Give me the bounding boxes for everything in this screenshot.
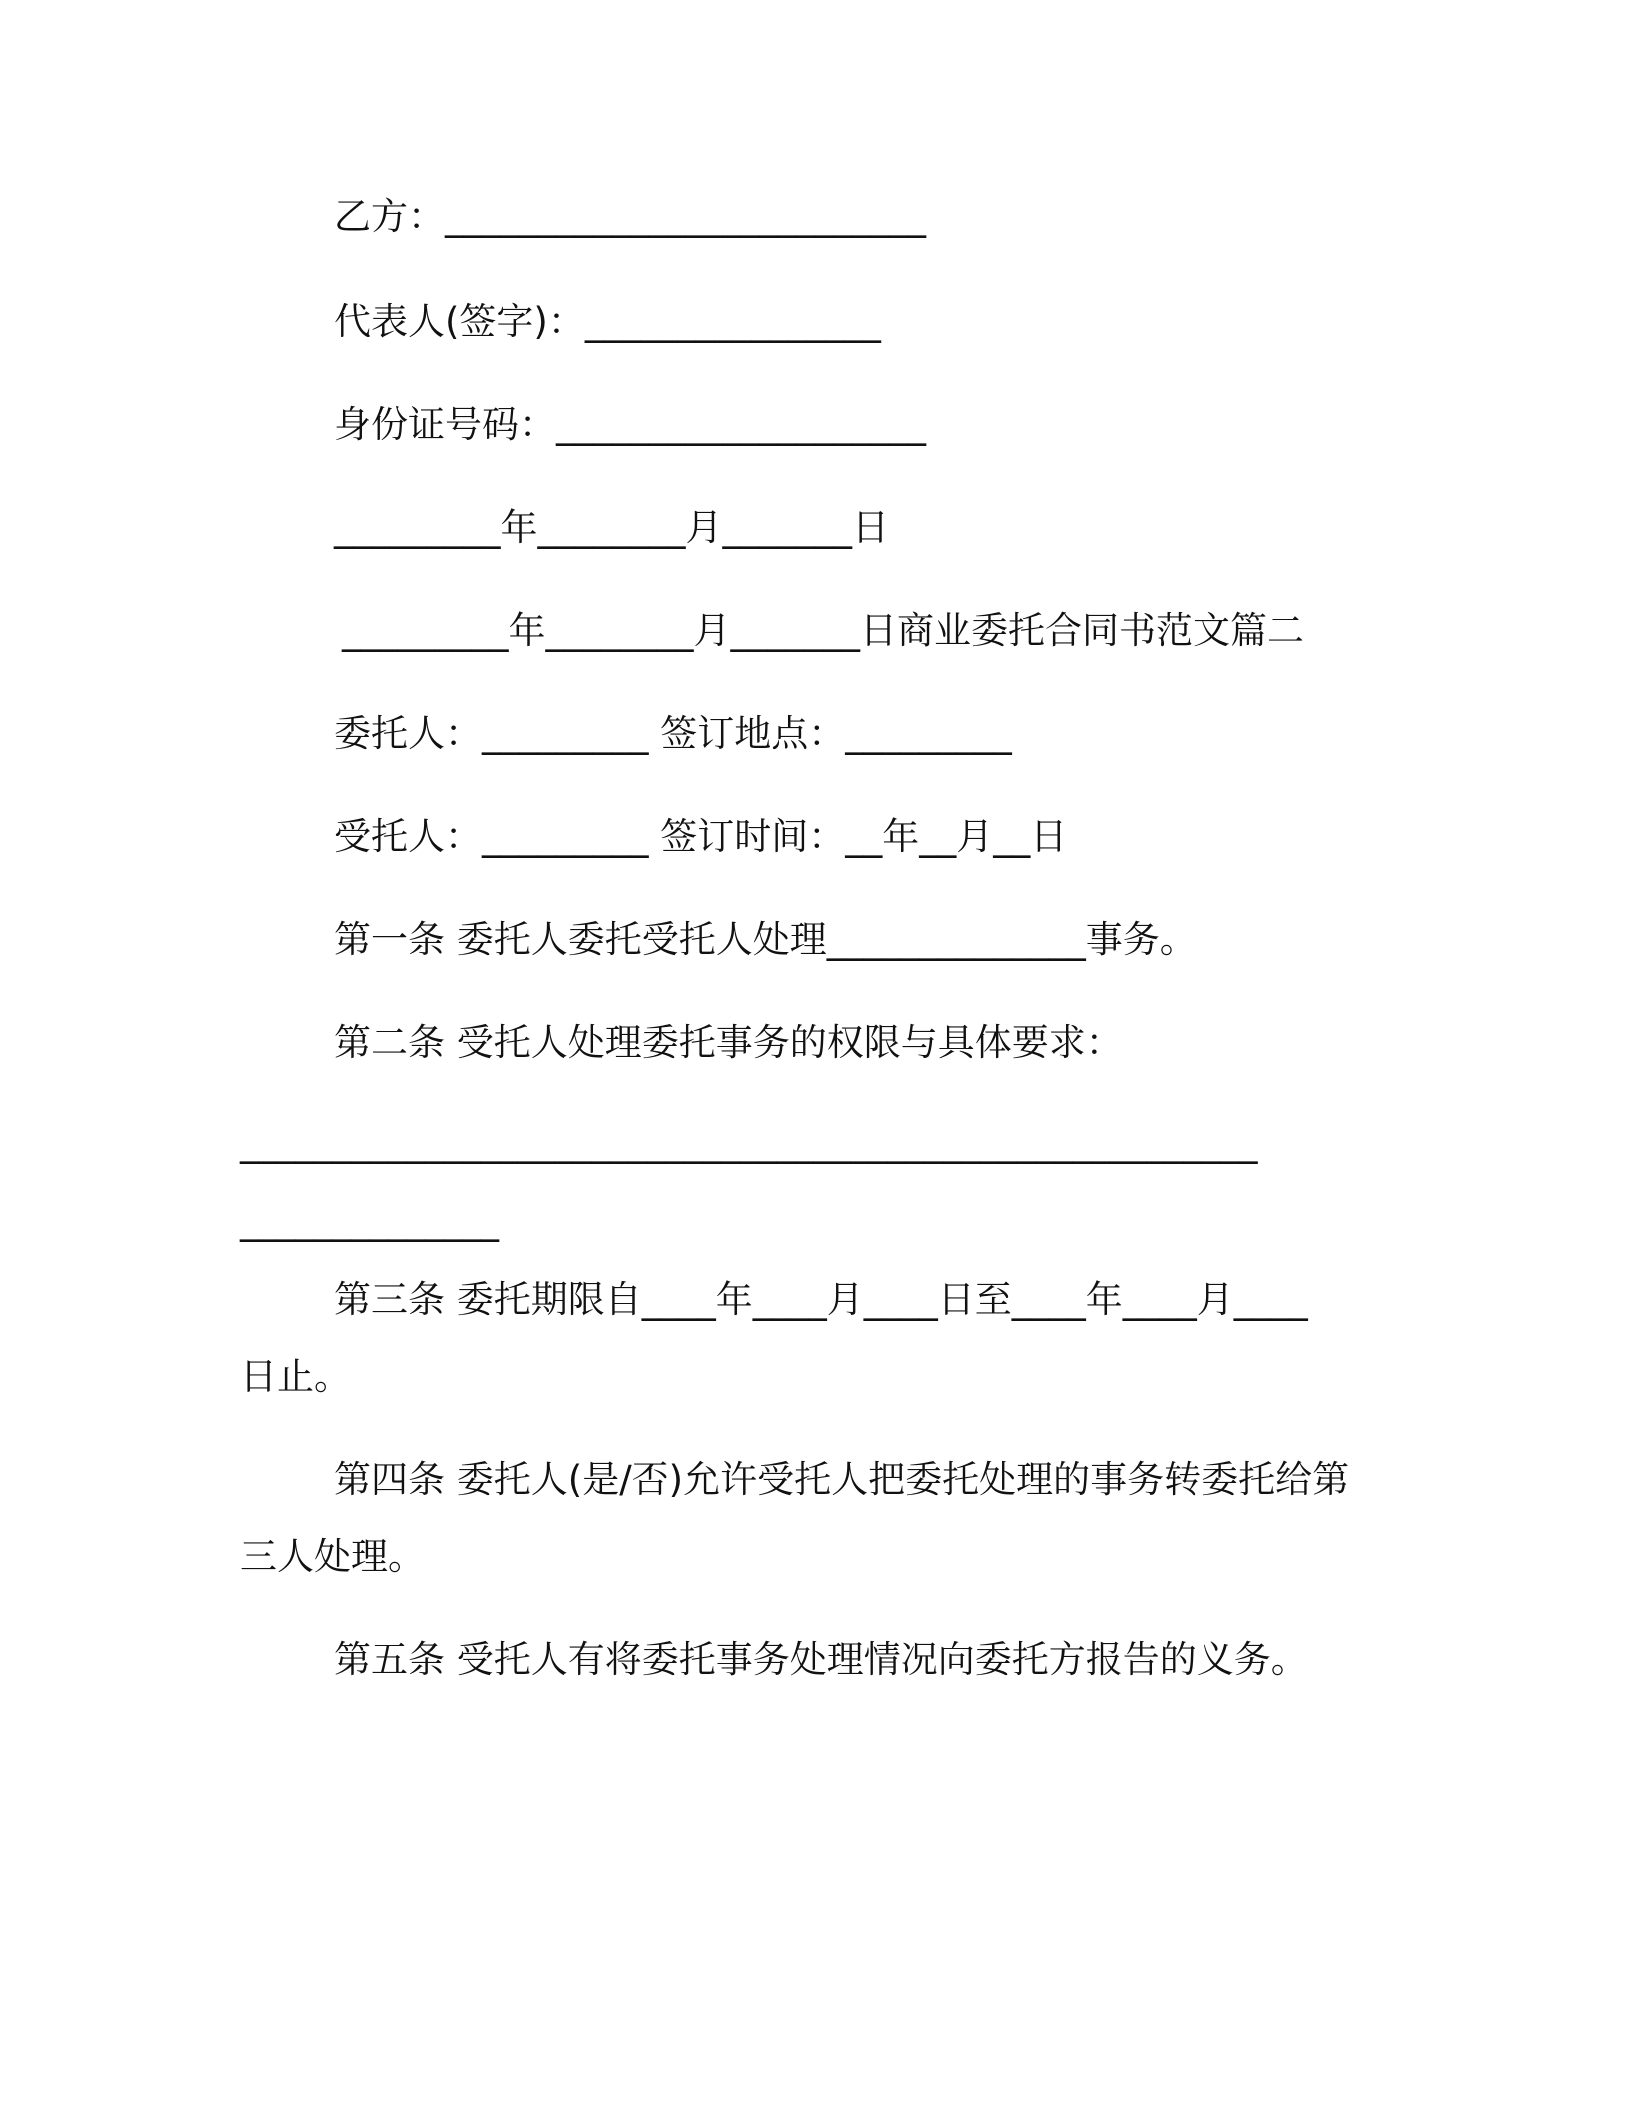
article-two-blank-line-2: ______________	[240, 1199, 499, 1242]
article-one: 第一条 委托人委托受托人处理______________事务。	[334, 918, 1197, 961]
id-number-line: 身份证号码：____________________	[334, 403, 926, 446]
article-four-continued: 三人处理。	[240, 1535, 425, 1578]
article-five: 第五条 受托人有将委托事务处理情况向委托方报告的义务。	[334, 1638, 1308, 1681]
article-two-blank-line-1: _______________________________________________________	[240, 1121, 1258, 1164]
representative-signature-line: 代表人(签字)：________________	[334, 300, 881, 343]
party-b-line: 乙方：__________________________	[334, 195, 926, 238]
article-three: 第三条 委托期限自____年____月____日至____年____月____	[334, 1278, 1308, 1321]
article-three-continued: 日止。	[240, 1355, 351, 1398]
date-line: _________年________月_______日	[334, 506, 889, 549]
article-two: 第二条 受托人处理委托事务的权限与具体要求：	[334, 1021, 1123, 1064]
date-and-section-title-line: _________年________月_______日商业委托合同书范文篇二	[342, 609, 1304, 652]
article-four: 第四条 委托人(是/否)允许受托人把委托处理的事务转委托给第	[334, 1458, 1350, 1501]
agent-and-time-line: 受托人：_________ 签订时间：__年__月__日	[334, 815, 1068, 858]
principal-and-place-line: 委托人：_________ 签订地点：_________	[334, 712, 1012, 755]
